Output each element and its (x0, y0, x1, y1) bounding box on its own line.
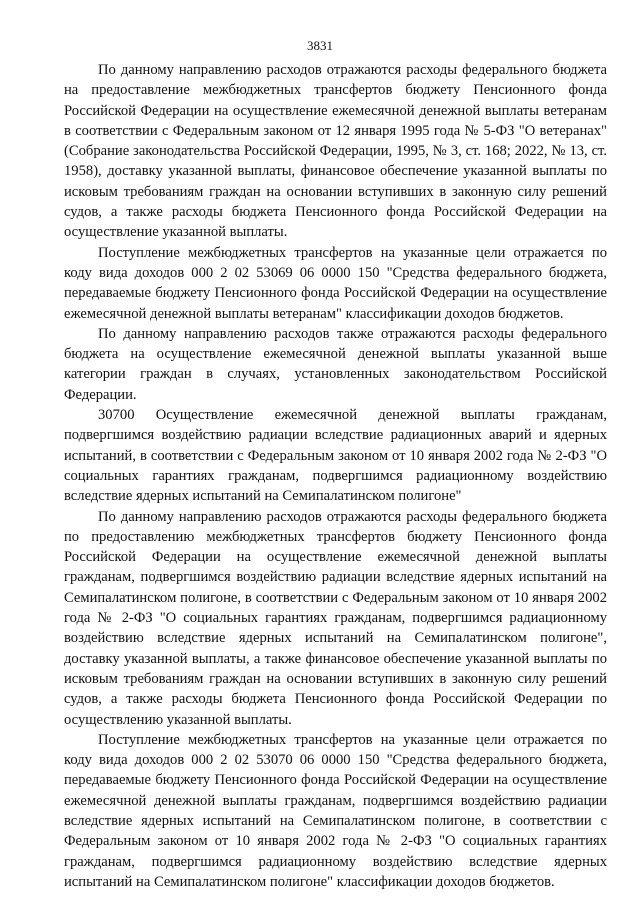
paragraph-expenses-veterans: По данному направлению расходов отражаются расходы федерального бюджета на предоставление межбюджетных трансфертов бюджету Пенсионного фонда Российской Федерации на осуществление ежемесячной денежной выплаты ветеранам в соответствии с Федеральным законом от 12 января 1995 года № 5-ФЗ "О ветеранах" (Собрание законодательства Российской Федерации, 1995, № 3, ст. 168; 2022, № 13, ст. 1958), доставку указанной выплаты, финансовое обеспечение указанной выплаты по исковым требованиям граждан на основании вступивших в законную силу решений судов, а также расходы бюджета Пенсионного фонда Российской Федерации на осуществление указанной выплаты. (64, 62, 607, 241)
paragraph-income-code-53070: Поступление межбюджетных трансфертов на указанные цели отражается по коду вида доходов 000 2 02 53070 06 0000 150 "Средства федерального бюджета, передаваемые бюджету Пенсионного фонда Российской Федерации на осуществление ежемесячной денежной выплаты гражданам, подвергшимся воздействию радиации вследствие ядерных испытаний на Семипалатинском полигоне, в соответствии с Федеральным законом от 10 января 2002 года № 2-ФЗ "О социальных гарантиях гражданам, подвергшимся радиационному воздействию вследствие ядерных испытаний на Семипалатинском полигоне" классификации доходов бюджетов. (64, 731, 607, 890)
document-body (64, 60, 607, 892)
paragraph-income-code-53069: Поступление межбюджетных трансфертов на указанные цели отражается по коду вида доходов 000 2 02 53069 06 0000 150 "Средства федерального бюджета, передаваемые бюджету Пенсионного фонда Российской Федерации на осуществление ежемесячной денежной выплаты ветеранам" классификации доходов бюджетов. (64, 244, 607, 322)
paragraph-expenses-also: По данному направлению расходов также отражаются расходы федерального бюджета на осуществление ежемесячной денежной выплаты указанной выше категории граждан в случаях, установленных законодательством Российской Федерации. (64, 325, 607, 403)
paragraph-expenses-semipalatinsk: По данному направлению расходов отражаются расходы федерального бюджета по предоставлению межбюджетных трансфертов бюджету Пенсионного фонда Российской Федерации на осуществление ежемесячной денежной выплаты гражданам, подвергшимся воздействию радиации вследствие ядерных испытаний на Семипалатинском полигоне, в соответствии с Федеральным законом от 10 января 2002 года № 2-ФЗ "О социальных гарантиях гражданам, подвергшимся радиационному воздействию вследствие ядерных испытаний на Семипалатинском полигоне", доставку указанной выплаты, а также финансовое обеспечение указанной выплаты по исковым требованиям граждан на основании вступивших в законную силу решений судов, а также расходы бюджета Пенсионного фонда Российской Федерации по осуществлению указанной выплаты. (64, 508, 607, 728)
page-number: 3831 (307, 38, 333, 53)
section-heading-30700: 30700 Осуществление ежемесячной денежной выплаты гражданам, подвергшимся воздействию радиации вследствие радиационных аварий и ядерных испытаний, в соответствии с Федеральным законом от 10 января 2002 года № 2-ФЗ "О социальных гарантиях гражданам, подвергшимся радиационному воздействию вследствие ядерных испытаний на Семипалатинском полигоне" (64, 407, 607, 505)
